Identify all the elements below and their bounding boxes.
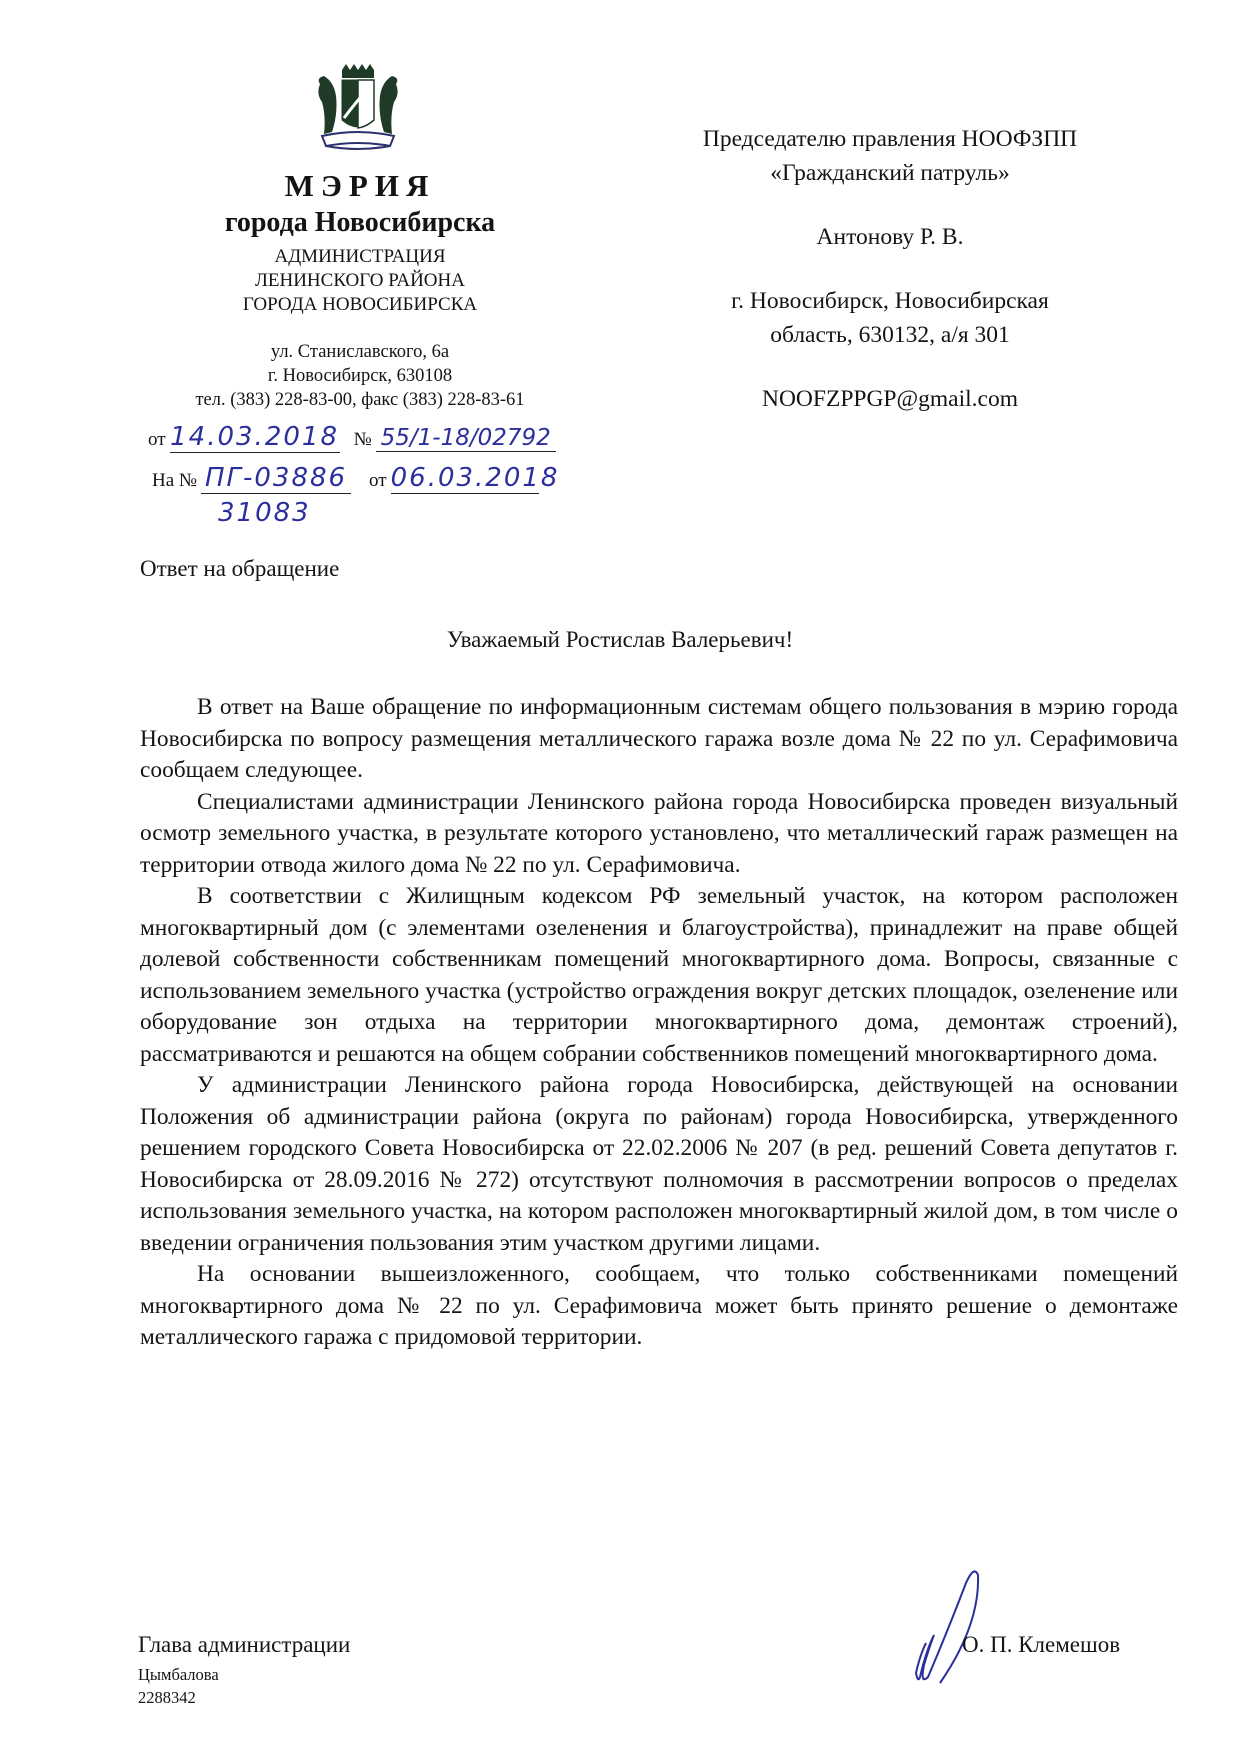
from-label: от [148,429,166,450]
paragraph: В ответ на Ваше обращение по информационным системам общего пользования в мэрию города Новосибирска по вопросу размещения металлического гаража возле дома № 22 по ул. Серафимовича сообщаем следующее. [140,694,1178,783]
recipient-block [650,122,1130,416]
executor-phone: 2288342 [138,1688,196,1707]
number-label: № [353,429,372,450]
recipient-org: «Гражданский патруль» [770,160,1010,186]
mayoralty-title: МЭРИЯ [284,168,436,203]
handwritten-signature-icon [880,1565,990,1685]
recipient-name: Антонову Р. В. [816,224,964,250]
recipient-line: Председателю правления НООФЗПП [702,126,1078,152]
admin-line: ЛЕНИНСКОГО РАЙОНА [255,270,465,291]
incoming-number: ПГ-03886 [201,463,351,494]
letter-subject: Ответ на обращение [140,556,340,581]
recipient-address-line: область, 630132, а/я 301 [770,322,1010,348]
city-title: города Новосибирска [224,207,496,238]
signer-name: О. П. Клемешов [962,1632,1121,1657]
letter-body [140,692,1178,1354]
incoming-registration [152,463,560,494]
reply-to-label: На № [152,470,198,491]
incoming-date: 06.03.2018 [390,463,560,493]
signer-position: Глава администрации [138,1632,351,1657]
paragraph: На основании вышеизложенного, сообщаем, что только собственниками помещений многоквартирного дома № 22 по ул. Серафимовича может быть принято решение о демонтаже металлического гаража с придомовой территории. [140,1261,1178,1350]
recipient-address-line: г. Новосибирск, Новосибирская [731,288,1049,314]
novosibirsk-coat-of-arms-icon [312,62,404,160]
outgoing-date: 14.03.2018 [170,422,339,452]
address-line: г. Новосибирск, 630108 [267,366,453,386]
admin-line: АДМИНИСТРАЦИЯ [274,246,446,267]
address-line: ул. Станиславского, 6а [270,342,450,362]
address-line: тел. (383) 228-83-00, факс (383) 228-83-61 [195,390,525,410]
sender-address [130,340,590,412]
paragraph: Специалистами администрации Ленинского района города Новосибирска проведен визуальный осмотр земельного участка, в результате которого установлено, что металлический гараж размещен на территории отвода жилого дома № 22 по ул. Серафимовича. [140,788,1178,878]
admin-line: ГОРОДА НОВОСИБИРСКА [242,294,478,315]
outgoing-number: 55/1-18/02792 [376,425,556,452]
administration-name [130,245,590,317]
outgoing-registration [148,422,556,453]
recipient-email: NOOFZPPGP@gmail.com [761,386,1018,412]
executor-name: Цымбалова [138,1665,219,1684]
paragraph: У администрации Ленинского района города Новосибирска, действующей на основании Положения об администрации района (округа по районам) города Новосибирска, утвержденного решением городского Совета Новосибирска от 22.02.2006 № 207 (в ред. решений Совета депутатов г. Новосибирска от 28.09.2016 № 272) отсутствуют полномочия в рассмотрении вопросов о пределах использования земельного участка, на котором расположен многоквартирный жилой дом, в том числе о введении ограничения пользования этим участком другими лицами. [140,1072,1178,1256]
greeting: Уважаемый Ростислав Валерьевич! [446,627,794,652]
paragraph: В соответствии с Жилищным кодексом РФ земельный участок, на котором расположен многоквартирный дом (с элементами озеленения и благоустройства), принадлежит на праве общей долевой собственности собственникам помещений многоквартирного дома. Вопросы, связанные с использованием земельного участка (устройство ограждения вокруг детских площадок, озеленение или оборудование зон отдыха на территории многоквартирного дома, демонтаж строений), рассматриваются и решаются на общем собрании собственников помещений многоквартирного дома. [140,883,1178,1067]
reply-from-label: от [369,470,387,491]
incoming-number-extra: 31083 [218,498,311,528]
